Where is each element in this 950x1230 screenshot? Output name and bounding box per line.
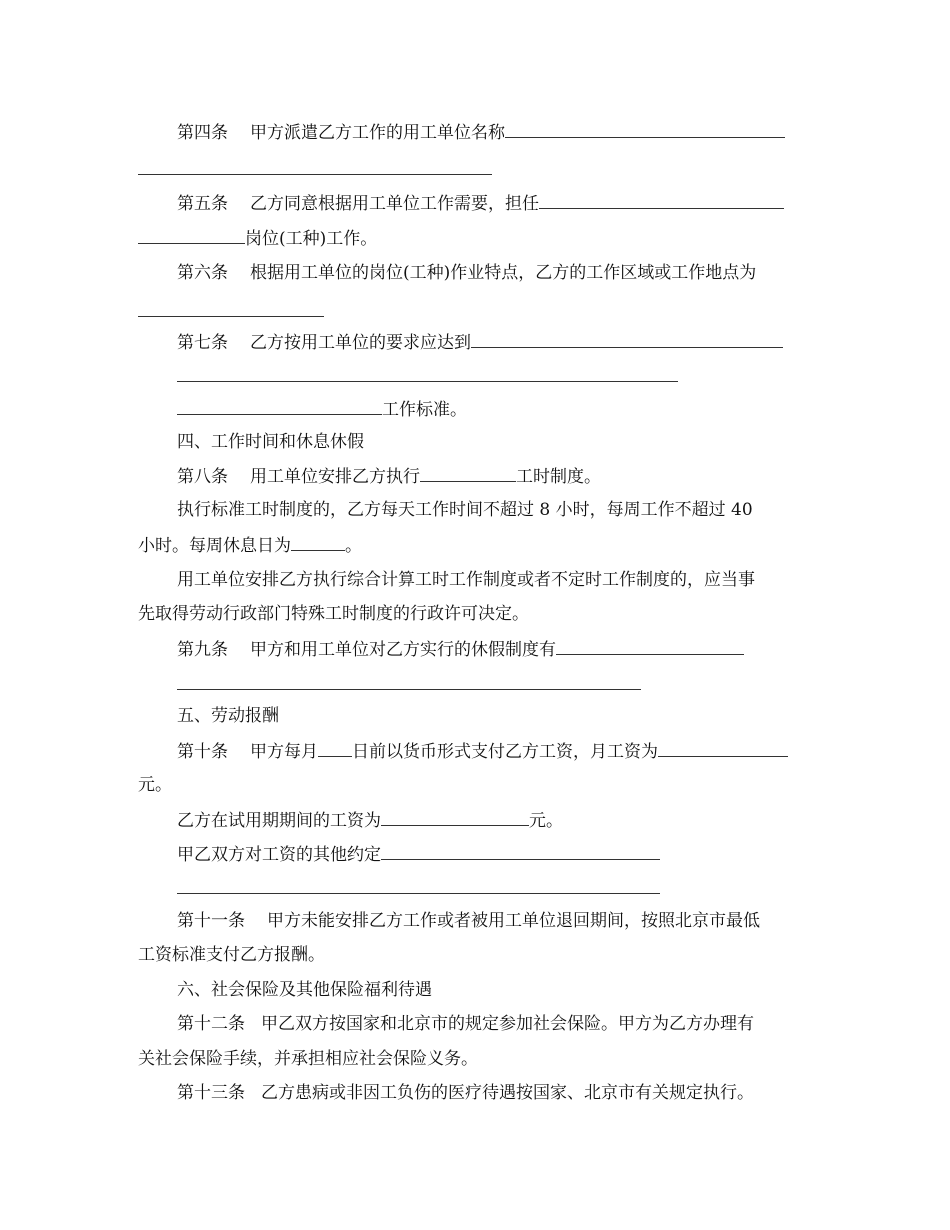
article-8-text-end: 工时制度。 <box>516 467 601 487</box>
article-8-para2-line2: 先取得劳动行政部门特殊工时制度的行政许可决定。 <box>138 604 529 624</box>
article-12-line <box>177 1013 754 1035</box>
article-9-blank <box>556 638 744 655</box>
probation-wage-line <box>177 809 563 832</box>
article-6-label: 第六条 <box>177 263 228 283</box>
article-7-blank-continued <box>177 381 678 382</box>
article-5-label: 第五条 <box>177 194 228 214</box>
article-12-label: 第十二条 <box>177 1014 245 1034</box>
article-8-para1-line2-end: 。 <box>345 536 362 556</box>
article-8-para1-line2-text: 小时。每周休息日为 <box>138 536 291 556</box>
article-7-text: 乙方按用工单位的要求应达到 <box>250 333 471 353</box>
pay-day-blank <box>318 740 352 757</box>
article-8-text: 用工单位安排乙方执行 <box>250 467 420 487</box>
article-10-text-a: 甲方每月 <box>250 742 318 762</box>
article-11-text: 甲方未能安排乙方工作或者被用工单位退回期间，按照北京市最低 <box>267 911 760 931</box>
article-8-para2-line1: 用工单位安排乙方执行综合计算工时工作制度或者不定时工作制度的，应当事 <box>177 570 755 590</box>
section-4-title: 四、工作时间和休息休假 <box>177 432 364 452</box>
article-7-label: 第七条 <box>177 333 228 353</box>
article-5-text-end: 岗位(工种)工作。 <box>245 229 378 249</box>
article-4-line <box>177 121 785 144</box>
article-5-line <box>177 192 784 215</box>
section-6-title: 六、社会保险及其他保险福利待遇 <box>177 980 432 1000</box>
section-5-title: 五、劳动报酬 <box>177 706 279 726</box>
article-7-text-end: 工作标准。 <box>382 400 467 420</box>
article-9-blank-continued <box>177 689 641 690</box>
other-wage-text: 甲乙双方对工资的其他约定 <box>177 845 381 865</box>
article-5-line-2 <box>138 227 377 250</box>
article-10-label: 第十条 <box>177 742 228 762</box>
article-10-text-b: 日前以货币形式支付乙方工资，月工资为 <box>352 742 658 762</box>
article-11-label: 第十一条 <box>177 911 245 931</box>
article-6-text: 根据用工单位的岗位(工种)作业特点，乙方的工作区域或工作地点为 <box>250 263 757 283</box>
monthly-wage-blank <box>658 740 788 757</box>
article-4-label: 第四条 <box>177 123 228 143</box>
article-11-line-2: 工资标准支付乙方报酬。 <box>138 945 325 965</box>
article-5-text: 乙方同意根据用工单位工作需要，担任 <box>250 194 539 214</box>
article-13-label: 第十三条 <box>177 1083 245 1103</box>
article-10-line <box>177 740 788 763</box>
article-8-line <box>177 465 601 488</box>
other-wage-blank <box>381 843 660 860</box>
article-8-label: 第八条 <box>177 467 228 487</box>
probation-wage-blank <box>381 809 529 826</box>
article-5-position-blank <box>138 227 245 244</box>
article-8-blank <box>420 465 516 482</box>
probation-wage-text: 乙方在试用期期间的工资为 <box>177 811 381 831</box>
article-9-line <box>177 638 744 661</box>
article-4-blank <box>505 121 785 138</box>
article-8-para1-line1: 执行标准工时制度的，乙方每天工作时间不超过 8 小时，每周工作不超过 40 <box>177 500 753 520</box>
rest-day-blank <box>291 534 345 551</box>
article-6-line <box>177 262 756 284</box>
other-wage-blank-continued <box>177 893 660 894</box>
article-7-blank <box>471 331 783 348</box>
article-12-text: 甲乙双方按国家和北京市的规定参加社会保险。甲方为乙方办理有 <box>261 1014 754 1034</box>
article-8-para1-line2 <box>138 534 362 557</box>
article-4-blank-continued <box>138 174 492 175</box>
article-9-text: 甲方和用工单位对乙方实行的休假制度有 <box>250 640 556 660</box>
other-wage-line <box>177 843 660 866</box>
article-11-line <box>177 910 760 932</box>
article-9-label: 第九条 <box>177 640 228 660</box>
article-13-line <box>177 1082 754 1104</box>
article-4-text: 甲方派遣乙方工作的用工单位名称 <box>250 123 505 143</box>
article-10-text-end: 元。 <box>138 775 172 795</box>
article-7-line <box>177 331 783 354</box>
article-12-line-2: 关社会保险手续，并承担相应社会保险义务。 <box>138 1049 478 1069</box>
article-7-standard-blank <box>177 398 382 415</box>
article-5-blank <box>539 192 784 209</box>
probation-wage-end: 元。 <box>529 811 563 831</box>
article-7-line-3 <box>177 398 467 421</box>
article-13-text: 乙方患病或非因工负伤的医疗待遇按国家、北京市有关规定执行。 <box>261 1083 754 1103</box>
article-6-blank <box>138 316 324 317</box>
